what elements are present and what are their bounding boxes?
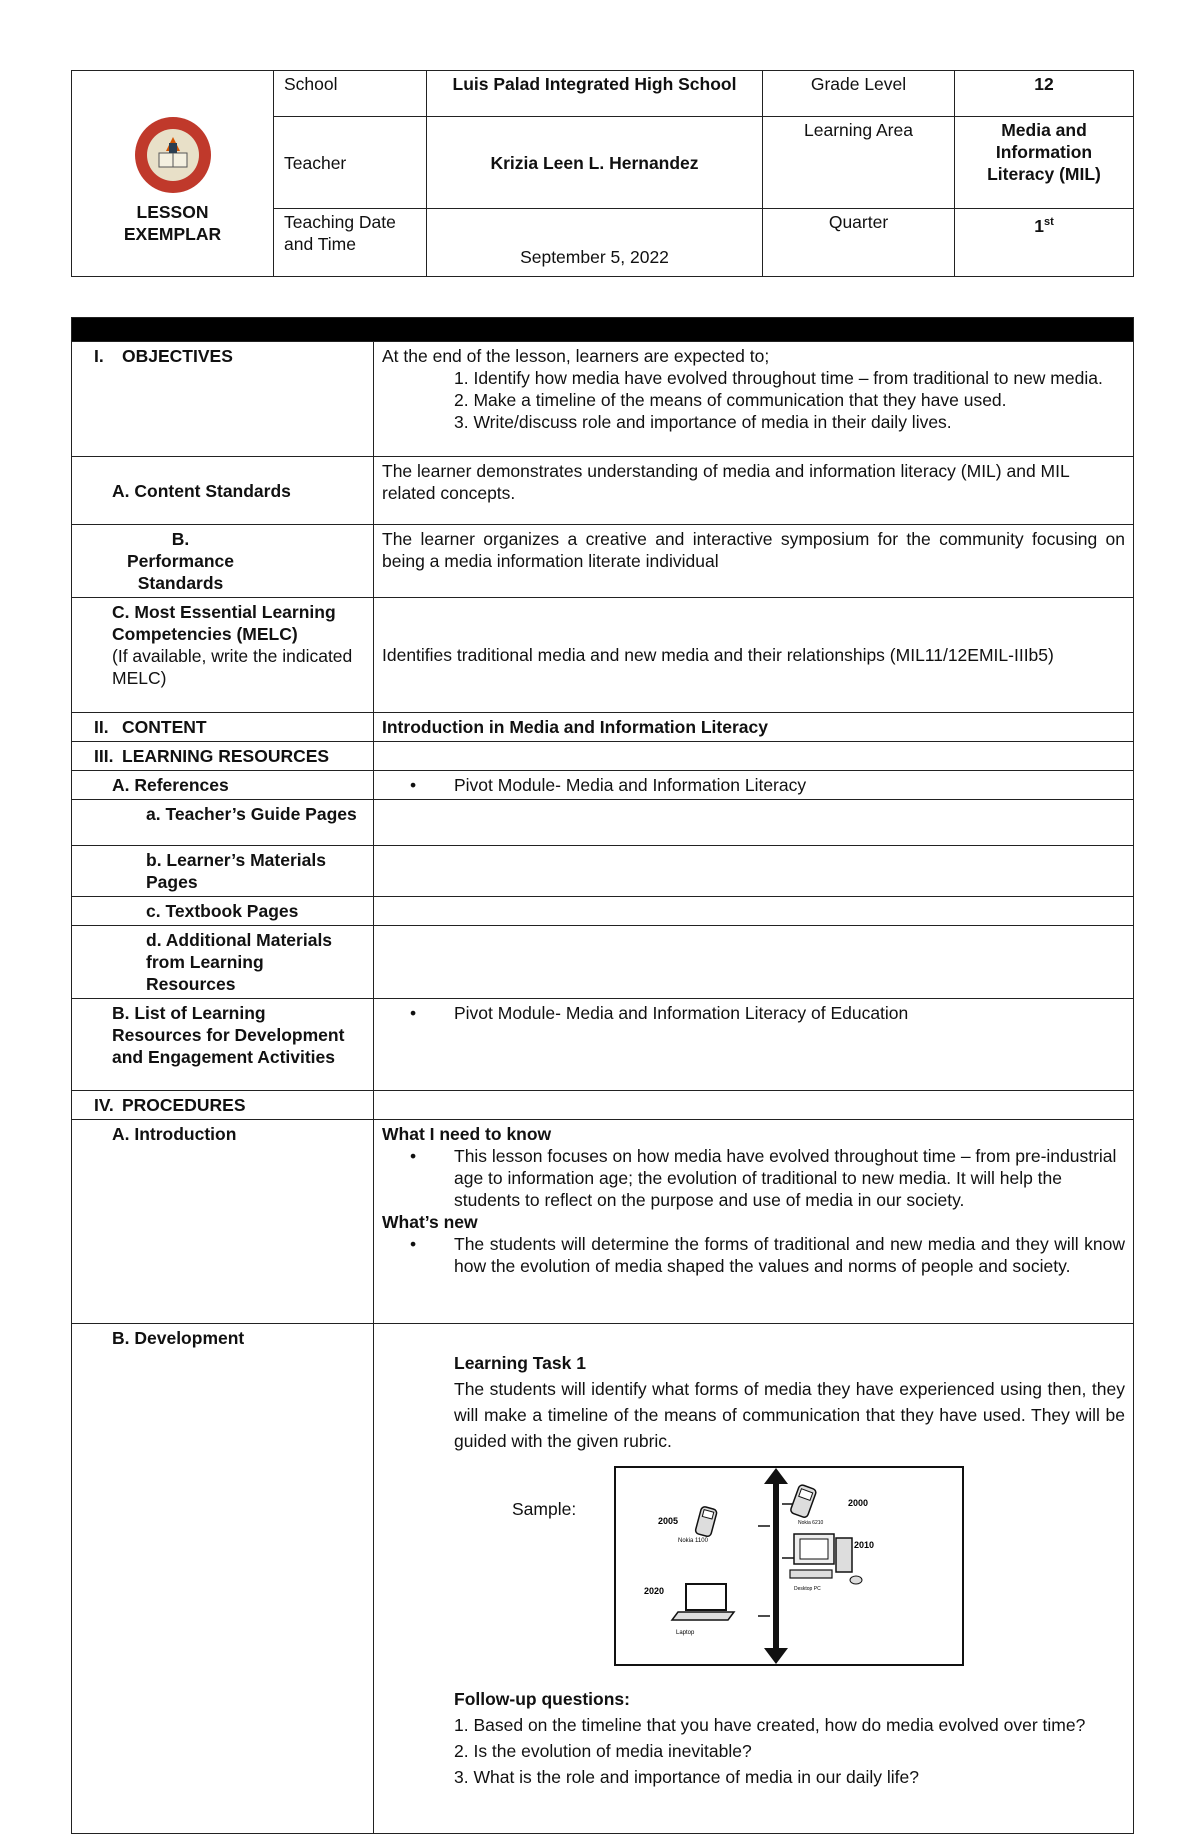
list-resources-value: • Pivot Module- Media and Information Literacy of Education xyxy=(382,1002,1125,1024)
grade-value: 12 xyxy=(955,71,1134,117)
need-to-know-heading: What I need to know xyxy=(382,1124,552,1144)
objectives-intro: At the end of the lesson, learners are expected to; xyxy=(382,346,770,366)
year-2000: 2000 xyxy=(848,1498,869,1508)
caption-2020: Laptop xyxy=(676,1630,695,1636)
teachers-guide-label: a. Teacher’s Guide Pages xyxy=(72,800,374,846)
quarter-label: Quarter xyxy=(763,209,955,277)
melc-label-cell xyxy=(72,598,374,713)
performance-standards-text: The learner organizes a creative and interactive symposium for the community focusing on being a media information literate individual xyxy=(374,525,1134,598)
content-label: CONTENT xyxy=(122,717,207,737)
content-roman: II. xyxy=(94,717,109,737)
whats-new-heading: What’s new xyxy=(382,1212,478,1232)
melc-label: C. Most Essential Learning Competencies (MELC) xyxy=(112,602,336,644)
additional-materials-label: d. Additional Materials from Learning Resources xyxy=(72,926,374,999)
learning-task-text: The students will identify what forms of media they have experienced using then, they will make a timeline of the means of communication that they have used. They will be guided with the given rubric. xyxy=(454,1379,1125,1451)
sample-label: Sample: xyxy=(512,1499,577,1519)
lesson-title-line2: EXEMPLAR xyxy=(123,223,222,244)
list-resources-label: B. List of Learning Resources for Development and Engagement Activities xyxy=(72,999,374,1091)
header-table xyxy=(71,70,1134,277)
content-standards-text: The learner demonstrates understanding of media and information literacy (MIL) and MIL related concepts. xyxy=(374,457,1134,525)
content-standards-label: A. Content Standards xyxy=(72,457,374,525)
area-label: Learning Area xyxy=(763,117,955,209)
objectives-roman: I. xyxy=(94,346,104,366)
year-2005: 2005 xyxy=(658,1516,679,1526)
date-label: Teaching Date and Time xyxy=(274,209,427,277)
resources-empty-cell xyxy=(374,742,1134,771)
lesson-title-line1: LESSON xyxy=(136,201,209,222)
school-value: Luis Palad Integrated High School xyxy=(427,71,763,117)
area-value: Media and Information Literacy (MIL) xyxy=(955,117,1134,209)
melc-text: Identifies traditional media and new media and their relationships (MIL11/12EMIL-IIIb5) xyxy=(374,598,1134,713)
followup-question-2: 2. Is the evolution of media inevitable? xyxy=(454,1741,752,1761)
quarter-number: 1 xyxy=(1034,215,1044,236)
resources-roman: III. xyxy=(94,746,114,766)
melc-note: (If available, write the indicated MELC) xyxy=(112,646,353,688)
learners-materials-value xyxy=(374,846,1134,897)
grade-label: Grade Level xyxy=(763,71,955,117)
quarter-value xyxy=(955,209,1134,277)
sample-area xyxy=(382,1466,1125,1676)
year-2010: 2010 xyxy=(854,1540,875,1550)
additional-materials-value xyxy=(374,926,1134,999)
learners-materials-label: b. Learner’s Materials Pages xyxy=(72,846,374,897)
procedures-label-cell xyxy=(72,1091,374,1120)
caption-2005: Nokia 1100 xyxy=(678,1538,708,1544)
lesson-exemplar-cell xyxy=(72,71,274,277)
date-value: September 5, 2022 xyxy=(427,209,763,277)
learning-task-heading: Learning Task 1 xyxy=(454,1353,586,1373)
references-label: A. References xyxy=(72,771,374,800)
quarter-suffix: st xyxy=(1043,216,1054,228)
resources-label-cell xyxy=(72,742,374,771)
followup-question-3: 3. What is the role and importance of media in our daily life? xyxy=(454,1767,919,1787)
year-2020: 2020 xyxy=(644,1586,665,1596)
school-seal-logo xyxy=(133,115,213,195)
teachers-guide-value xyxy=(374,800,1134,846)
lesson-plan-table xyxy=(71,317,1134,1834)
timeline-sample-image xyxy=(614,1466,964,1666)
performance-standards-label: B. Performance Standards xyxy=(72,525,374,598)
introduction-label: A. Introduction xyxy=(72,1120,374,1324)
caption-2010: Desktop PC xyxy=(794,1586,821,1592)
black-header-bar xyxy=(72,318,1134,342)
list-resources-cell xyxy=(374,999,1134,1091)
objectives-label-cell xyxy=(72,342,374,457)
resources-label: LEARNING RESOURCES xyxy=(122,746,330,766)
followup-heading: Follow-up questions: xyxy=(454,1689,630,1709)
objectives-cell xyxy=(374,342,1134,457)
objective-item-2: 2. Make a timeline of the means of communication that they have used. xyxy=(454,390,1007,410)
teacher-label: Teacher xyxy=(274,117,427,209)
references-cell xyxy=(374,771,1134,800)
introduction-cell xyxy=(374,1120,1134,1324)
objective-item-1: 1. Identify how media have evolved throughout time – from traditional to new media. xyxy=(454,368,1103,388)
references-value: • Pivot Module- Media and Information Literacy xyxy=(382,774,1125,796)
procedures-roman: IV. xyxy=(94,1095,114,1115)
textbook-pages-label: c. Textbook Pages xyxy=(72,897,374,926)
objectives-label: OBJECTIVES xyxy=(122,346,233,366)
procedures-label: PROCEDURES xyxy=(122,1095,246,1115)
objective-item-3: 3. Write/discuss role and importance of media in their daily lives. xyxy=(454,412,952,432)
need-to-know-text: • This lesson focuses on how media have evolved throughout time – from pre-industrial age to information age; the evolution of traditional to new media. It will help the students to reflect on the purpose and use of media in our society. xyxy=(382,1145,1125,1211)
content-text: Introduction in Media and Information Literacy xyxy=(374,713,1134,742)
whats-new-text: • The students will determine the forms of traditional and new media and they will know how the evolution of media shaped the values and norms of people and society. xyxy=(382,1233,1125,1277)
development-label: B. Development xyxy=(72,1324,374,1834)
development-cell xyxy=(374,1324,1134,1834)
teacher-value: Krizia Leen L. Hernandez xyxy=(427,117,763,209)
textbook-pages-value xyxy=(374,897,1134,926)
procedures-empty-cell xyxy=(374,1091,1134,1120)
content-label-cell xyxy=(72,713,374,742)
followup-question-1: 1. Based on the timeline that you have created, how do media evolved over time? xyxy=(454,1715,1086,1735)
school-label: School xyxy=(274,71,427,117)
caption-2000: Nokia 6210 xyxy=(798,1520,824,1526)
